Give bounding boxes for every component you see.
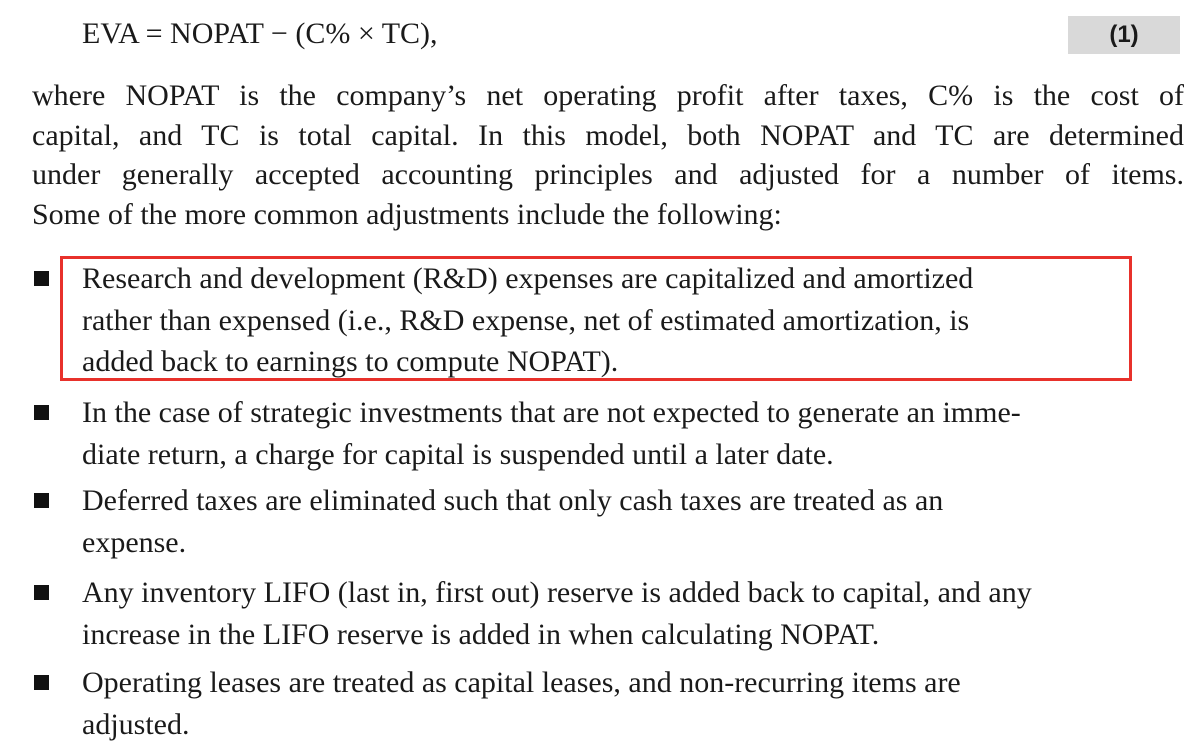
list-item-line: adjusted. xyxy=(82,704,1172,745)
list-item-text xyxy=(82,392,1172,475)
list-item-line: diate return, a charge for capital is suspended until a later date. xyxy=(82,434,1172,476)
bullet-square-icon xyxy=(34,405,49,420)
bullet-square-icon xyxy=(34,271,49,286)
list-item-text xyxy=(82,572,1172,655)
paragraph-line: where NOPAT is the company’s net operating profit after taxes, C% is the cost of xyxy=(32,76,1184,116)
bullet-square-icon xyxy=(34,675,49,690)
list-item-line: rather than expensed (i.e., R&D expense, net of estimated amortization, is xyxy=(82,300,1172,342)
highlight-box xyxy=(60,256,1132,381)
list-item-line: Operating leases are treated as capital leases, and non-recurring items are xyxy=(82,662,1172,704)
bullet-square-icon xyxy=(34,493,49,508)
equation-number: (1) xyxy=(1068,16,1180,54)
paragraph-line: under generally accepted accounting principles and adjusted for a number of items. xyxy=(32,155,1184,195)
list-item-text xyxy=(82,480,1172,563)
list-item-line: Any inventory LIFO (last in, first out) reserve is added back to capital, and any xyxy=(82,572,1172,614)
list-item-line: expense. xyxy=(82,522,1172,564)
eva-formula: EVA = NOPAT − (C% × TC), xyxy=(82,14,438,54)
list-item-line: In the case of strategic investments that are not expected to generate an imme- xyxy=(82,392,1172,434)
paragraph-line: capital, and TC is total capital. In this model, both NOPAT and TC are determined xyxy=(32,116,1184,156)
list-item-line: Research and development (R&D) expenses are capitalized and amortized xyxy=(82,258,1172,300)
paragraph-line: Some of the more common adjustments include the following: xyxy=(32,195,1184,235)
list-item-line: Deferred taxes are eliminated such that only cash taxes are treated as an xyxy=(82,480,1172,522)
list-item-text xyxy=(82,662,1172,745)
list-item-line: added back to earnings to compute NOPAT). xyxy=(82,341,1172,383)
list-item-line: increase in the LIFO reserve is added in when calculating NOPAT. xyxy=(82,614,1172,656)
bullet-square-icon xyxy=(34,585,49,600)
intro-paragraph xyxy=(32,76,1184,234)
